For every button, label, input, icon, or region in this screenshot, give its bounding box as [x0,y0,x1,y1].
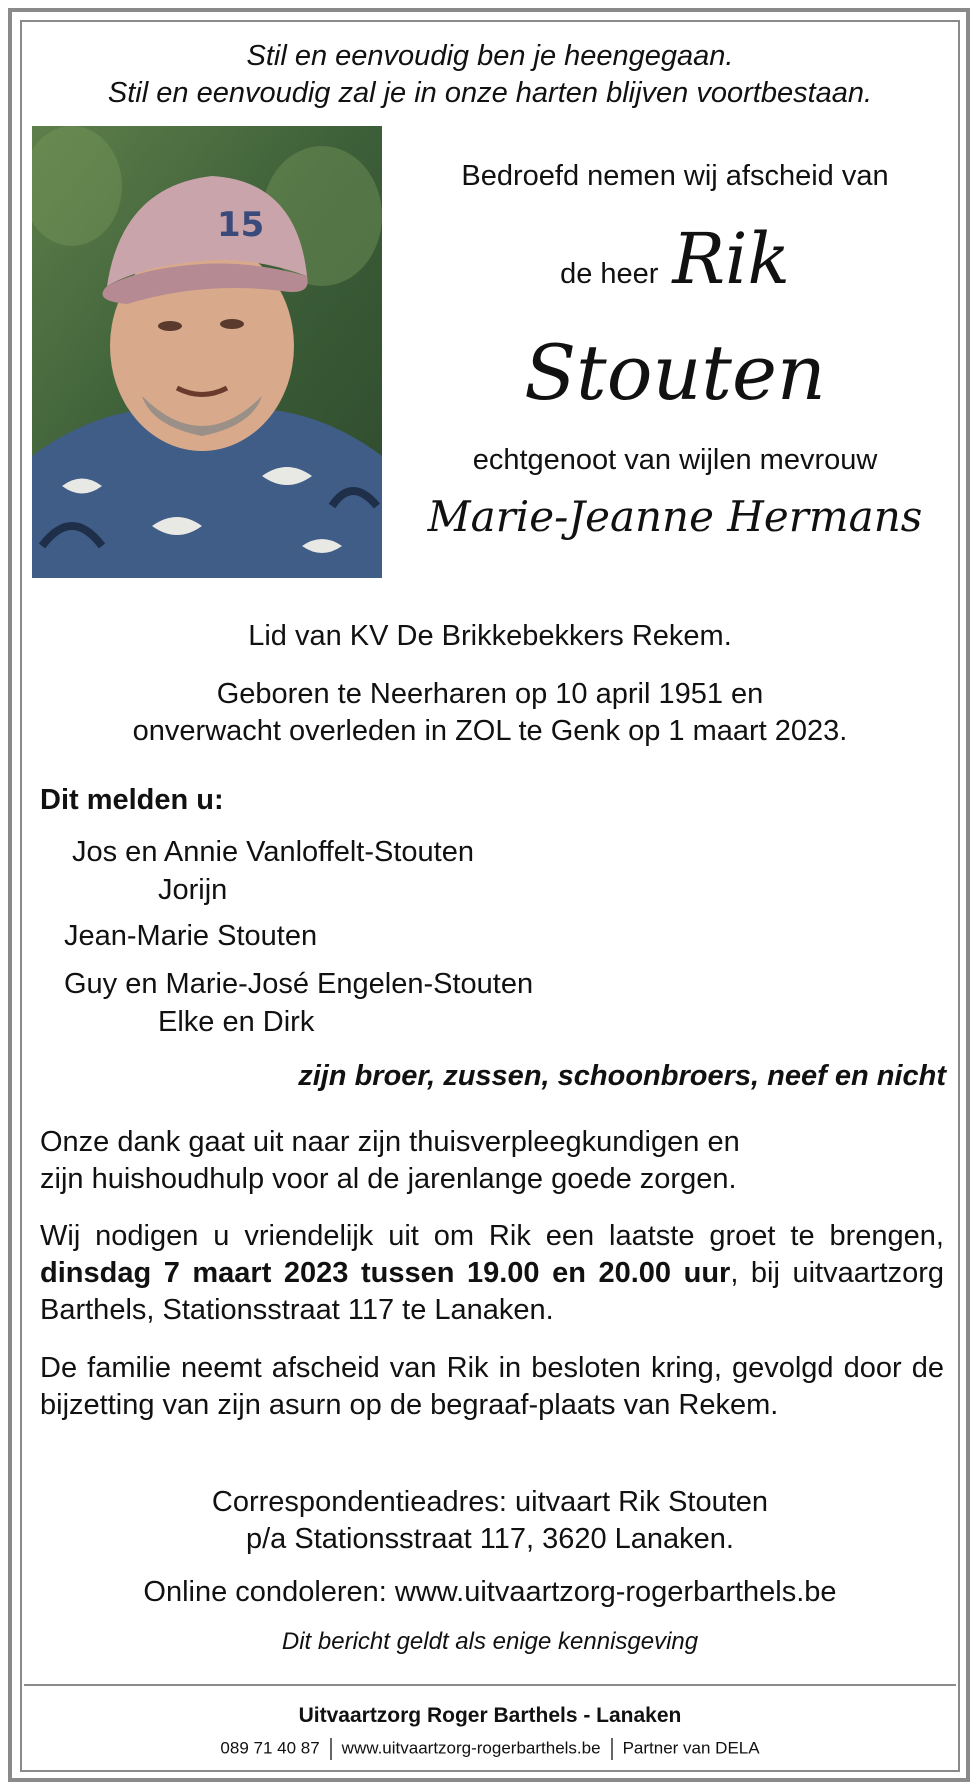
spouse-name: Marie-Jeanne Hermans [427,492,923,541]
family-line-1: Jos en Annie Vanloffelt-Stouten [72,836,474,868]
footer-contact [40,1738,940,1760]
correspondence-line-1: Correspondentieadres: uitvaart Rik Stouten [211,1486,769,1518]
deceased-title: de heer [560,258,659,290]
born-died [40,676,940,750]
deceased-last-name: Stouten [524,328,826,417]
correspondence-line-2: p/a Stationsstraat 117, 3620 Lanaken. [246,1523,734,1555]
family-line-1-children: Jorijn [158,874,228,906]
motto [40,38,940,112]
family-line-3-children: Elke en Dirk [158,1006,315,1038]
invite-text-2: , bij uitvaartzorg Barthels, Stationsstraat 117 te Lanaken. [40,1257,944,1326]
invite-text-1: Wij nodigen u vriendelijk uit om Rik een laatste groet te brengen, [40,1220,944,1252]
born-line: Geboren te Neerharen op 10 april 1951 en [216,678,764,710]
family-line-3: Guy en Marie-José Engelen-Stouten [64,968,534,1000]
deceased-name-line [400,218,950,300]
footer-phone: 089 71 40 87 [220,1738,320,1758]
family-line-2: Jean-Marie Stouten [64,920,318,952]
footer-website[interactable]: www.uitvaartzorg-rogerbarthels.be [341,1738,601,1758]
thanks-line-2: zijn huishoudhulp voor al de jarenlange goede zorgen. [40,1163,737,1195]
membership: Lid van KV De Brikkebekkers Rekem. [248,620,732,652]
intro-text: Bedroefd nemen wij afscheid van [461,160,889,192]
footer-separator [330,1738,332,1760]
portrait-photo [32,126,382,578]
notice-text: Dit bericht geldt als enige kennisgeving [281,1628,699,1655]
online-condolence: Online condoleren: www.uitvaartzorg-rogerbarthels.be [143,1576,837,1608]
died-line: onverwacht overleden in ZOL te Genk op 1 maart 2023. [132,715,848,747]
footer-partner: Partner van DELA [622,1738,760,1758]
thanks-paragraph [40,1124,944,1198]
farewell-paragraph: De familie neemt afscheid van Rik in besloten kring, gevolgd door de bijzetting van zijn asurn op de begraaf-plaats van Rekem. [40,1352,944,1421]
invite-date-time: dinsdag 7 maart 2023 tussen 19.00 en 20.00 uur [40,1257,731,1289]
svg-text:15: 15 [217,205,265,245]
motto-line-1: Stil en eenvoudig ben je heengegaan. [246,40,734,72]
footer-separator [611,1738,613,1760]
deceased-first-name: Rik [672,218,790,300]
footer-divider [24,1684,956,1686]
relation-text: zijn broer, zussen, schoonbroers, neef en nicht [298,1060,946,1092]
spouse-intro: echtgenoot van wijlen mevrouw [472,444,878,476]
undertaker-name: Uitvaartzorg Roger Barthels - Lanaken [298,1704,682,1727]
correspondence [40,1484,940,1558]
announce-heading: Dit melden u: [40,784,224,816]
thanks-line-1: Onze dank gaat uit naar zijn thuisverpleegkundigen en [40,1126,740,1158]
invite-paragraph [40,1218,944,1329]
motto-line-2: Stil en eenvoudig zal je in onze harten blijven voortbestaan. [107,77,873,109]
